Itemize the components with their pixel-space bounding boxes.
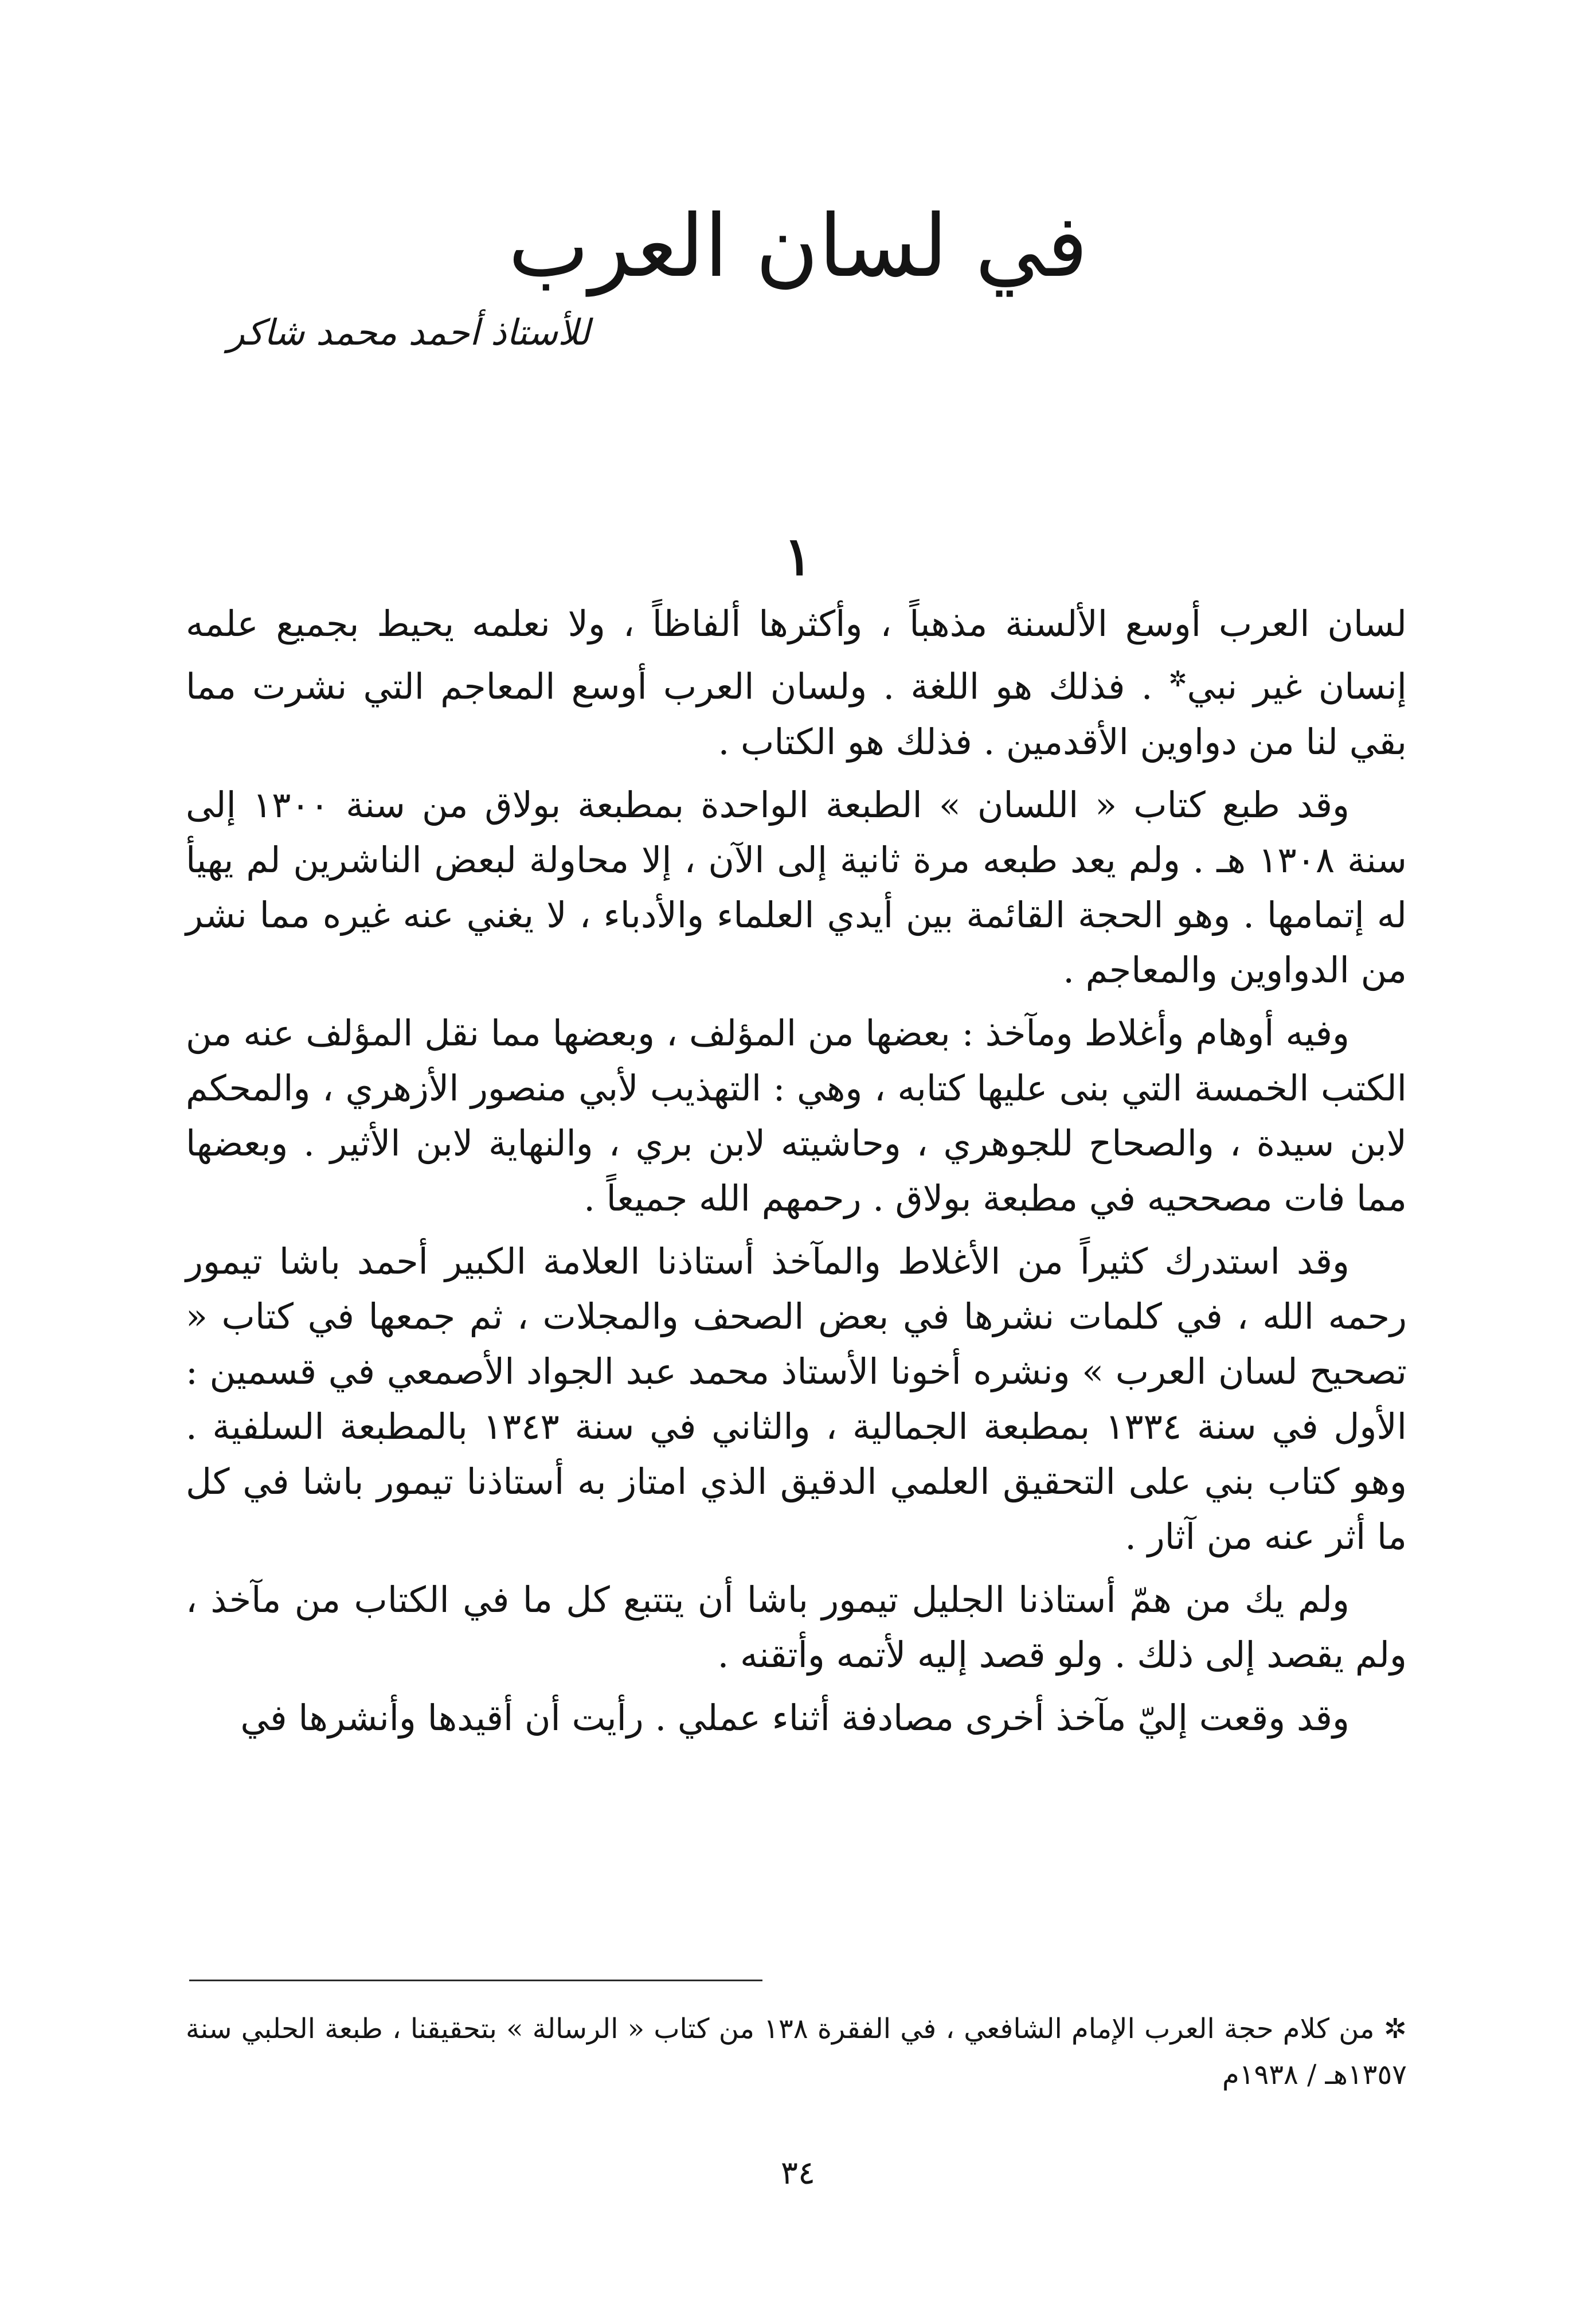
page-number: ٣٤ <box>780 2154 816 2192</box>
paragraph-1-text: لسان العرب أوسع الألسنة مذهباً ، وأكثرها ألفاظاً ، ولا نعلمه يحيط بجميع علمه إنسان غير نبي <box>186 603 1407 708</box>
article-body <box>186 596 1407 1754</box>
paragraph-6: وقد وقعت إليّ مآخذ أخرى مصادفة أثناء عملي . رأيت أن أقيدها وأنشرها في <box>240 1696 1349 1739</box>
paragraph-2: وقد طبع كتاب « اللسان » الطبعة الواحدة بمطبعة بولاق من سنة ١٣٠٠ إلى سنة ١٣٠٨ هـ . ولم يعد طبعه مرة ثانية إلى الآن ، إلا محاولة لبعض الناشرين لم يهيأ له إتمامها . وهو الحجة القائمة بين أيدي العلماء والأدباء ، لا يغني عنه غيره مما نشر من الدواوين والمعاجم . <box>186 783 1407 991</box>
footnote-marker: ✲ <box>1168 666 1187 692</box>
section-number: ١ <box>784 525 812 587</box>
paragraph-3: وفيه أوهام وأغلاط ومآخذ : بعضها من المؤلف ، وبعضها مما نقل المؤلف عنه من الكتب الخمسة التي بنى عليها كتابه ، وهي : التهذيب لأبي منصور الأزهري ، والمحكم لابن سيدة ، والصحاح للجوهري ، وحاشيته لابن بري ، والنهاية لابن الأثير . وبعضها مما فات مصححيه في مطبعة بولاق . رحمهم الله جميعاً . <box>186 1012 1407 1219</box>
article-title: في لسان العرب <box>508 197 1088 296</box>
article-author: للأستاذ أحمد محمد شاكر <box>227 311 590 353</box>
paragraph-4: وقد استدرك كثيراً من الأغلاط والمآخذ أستاذنا العلامة الكبير أحمد باشا تيمور رحمه الله ، في كلمات نشرها في بعض الصحف والمجلات ، ثم جمعها في كتاب « تصحيح لسان العرب » ونشره أخونا الأستاذ محمد عبد الجواد الأصمعي في قسمين : الأول في سنة ١٣٣٤ بمطبعة الجمالية ، والثاني في سنة ١٣٤٣ بالمطبعة السلفية . وهو كتاب بني على التحقيق العلمي الدقيق الذي امتاز به أستاذنا تيمور باشا في كل ما أثر عنه من آثار . <box>186 1240 1407 1557</box>
paragraph-1-text-continued: . فذلك هو اللغة . ولسان العرب أوسع المعاجم التي نشرت مما بقي لنا من دواوين الأقدمين . فذلك هو الكتاب . <box>186 665 1407 763</box>
paragraph-5: ولم يك من همّ أستاذنا الجليل تيمور باشا أن يتتبع كل ما في الكتاب من مآخذ ، ولم يقصد إلى ذلك . ولو قصد إليه لأتمه وأتقنه . <box>186 1578 1407 1676</box>
paragraph-1 <box>186 596 1407 770</box>
footnote-divider <box>189 1980 762 1981</box>
footnote: ✲ من كلام حجة العرب الإمام الشافعي ، في الفقرة ١٣٨ من كتاب « الرسالة » بتحقيقنا ، طبعة الحلبي سنة ١٣٥٧هـ / ١٩٣٨م <box>186 2013 1407 2091</box>
